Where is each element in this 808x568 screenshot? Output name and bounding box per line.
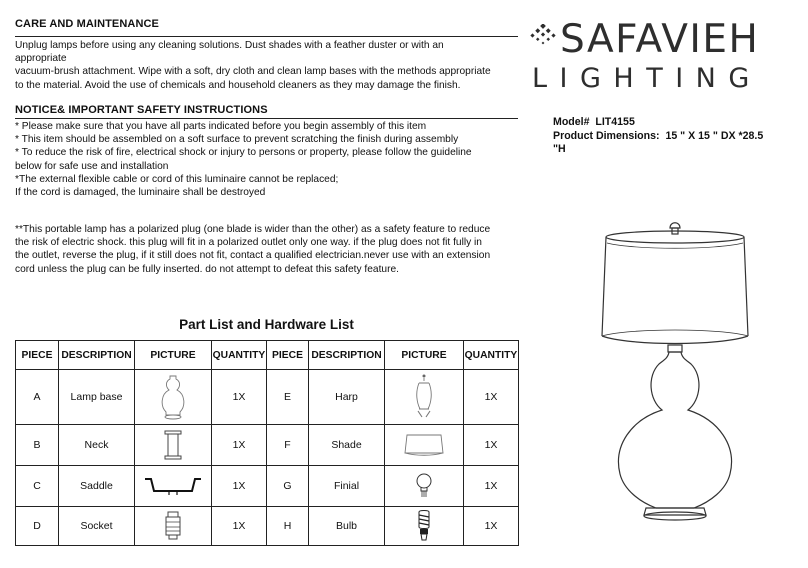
description-cell: Finial — [309, 466, 385, 507]
brand-sub: LIGHTING — [532, 63, 762, 94]
care-line: appropriate — [15, 53, 67, 65]
care-heading: CARE AND MAINTENANCE — [15, 18, 159, 30]
header-description: DESCRIPTION — [59, 341, 135, 370]
description-cell: Saddle — [59, 466, 135, 507]
header-quantity: QUANTITY — [464, 341, 519, 370]
safety-line: * Please make sure that you have all parts indicated before you begin assembly of this item — [15, 121, 427, 132]
dimensions-label: Product Dimensions: — [553, 129, 660, 142]
picture-cell — [135, 507, 212, 546]
model-label: Model# — [553, 116, 590, 128]
model-line — [553, 116, 763, 130]
lamp-base-icon — [158, 374, 188, 420]
safety-line: below for safe use and installation — [15, 160, 169, 172]
brand-name: SAFAVIEH — [560, 17, 760, 62]
harp-icon — [411, 373, 437, 421]
quantity-cell: 1X — [464, 507, 519, 546]
table-row — [16, 507, 519, 546]
care-line: to the material. Avoid the use of chemicals and household cleaners as they may damage the finish. — [15, 79, 461, 91]
part-list-title: Part List and Hardware List — [179, 317, 354, 332]
description-cell: Bulb — [309, 507, 385, 546]
header-picture: PICTURE — [385, 341, 464, 370]
quantity-cell: 1X — [212, 370, 267, 425]
care-line: Unplug lamps before using any cleaning solutions. Dust shades with a feather duster or with an — [15, 40, 444, 51]
safety-line: * This item should be assembled on a soft surface to prevent scratching the finish during assembly — [15, 134, 459, 146]
bulb-icon — [414, 509, 434, 543]
piece-cell: A — [16, 370, 59, 425]
finial-icon — [413, 471, 435, 501]
care-divider — [15, 36, 518, 37]
safety-line: *The external flexible cable or cord of this luminaire cannot be replaced; — [15, 173, 339, 185]
quantity-cell: 1X — [464, 370, 519, 425]
safety-text — [15, 120, 472, 199]
dimensions-value: 15 " X 15 " DX *28.5 — [665, 129, 764, 142]
table-row — [16, 425, 519, 466]
safety-line: If the cord is damaged, the luminaire shall be destroyed — [15, 187, 266, 199]
table-row — [16, 370, 519, 425]
description-cell: Harp — [309, 370, 385, 425]
quantity-cell: 1X — [464, 425, 519, 466]
quantity-cell: 1X — [212, 507, 267, 546]
piece-cell: E — [267, 370, 309, 425]
picture-cell — [135, 425, 212, 466]
piece-cell: F — [267, 425, 309, 466]
piece-cell: G — [267, 466, 309, 507]
care-line: vacuum-brush attachment. Wipe with a soft, dry cloth and clean lamp bases with the methods appropriate — [15, 66, 491, 78]
socket-icon — [163, 510, 183, 542]
description-cell: Shade — [309, 425, 385, 466]
plug-line: the risk of electric shock. this plug will fit in a polarized outlet only one way. if the plug does not fit fully in — [15, 237, 482, 249]
table-row — [16, 466, 519, 507]
description-cell: Socket — [59, 507, 135, 546]
picture-cell — [385, 425, 464, 466]
table-header-row — [16, 341, 519, 370]
plug-line: the outlet, reverse the plug, if it still does not fit, contact a qualified electrician.never use with an extension — [15, 250, 491, 262]
quantity-cell: 1X — [464, 466, 519, 507]
plug-notice — [15, 223, 490, 276]
piece-cell: H — [267, 507, 309, 546]
plug-line: cord unless the plug can be fully inserted. do not attempt to defeat this safety feature. — [15, 263, 399, 275]
part-list-table — [15, 340, 519, 546]
piece-cell: B — [16, 425, 59, 466]
description-cell: Lamp base — [59, 370, 135, 425]
header-quantity: QUANTITY — [212, 341, 267, 370]
header-piece: PIECE — [16, 341, 59, 370]
description-cell: Neck — [59, 425, 135, 466]
safavieh-logo-icon — [528, 24, 558, 50]
dimensions-line — [553, 130, 763, 144]
safety-line: * To reduce the risk of fire, electrical shock or injury to persons or property, please follow the guideline — [15, 147, 472, 159]
saddle-icon — [143, 473, 203, 499]
picture-cell — [385, 466, 464, 507]
quantity-cell: 1X — [212, 466, 267, 507]
picture-cell — [135, 370, 212, 425]
shade-icon — [402, 432, 446, 458]
header-description: DESCRIPTION — [309, 341, 385, 370]
plug-line: **This portable lamp has a polarized plug (one blade is wider than the other) as a safety feature to reduce — [15, 224, 491, 235]
care-text — [15, 39, 491, 92]
table-lamp-illustration — [590, 212, 760, 530]
dimensions-cont: "H — [553, 143, 566, 155]
quantity-cell: 1X — [212, 425, 267, 466]
product-info — [553, 116, 763, 157]
header-piece: PIECE — [267, 341, 309, 370]
piece-cell: C — [16, 466, 59, 507]
neck-icon — [162, 429, 184, 461]
picture-cell — [385, 370, 464, 425]
picture-cell — [135, 466, 212, 507]
header-picture: PICTURE — [135, 341, 212, 370]
safety-heading: NOTICE& IMPORTANT SAFETY INSTRUCTIONS — [15, 104, 268, 116]
model-value: LIT4155 — [595, 116, 635, 128]
safety-divider — [15, 118, 518, 119]
piece-cell: D — [16, 507, 59, 546]
picture-cell — [385, 507, 464, 546]
